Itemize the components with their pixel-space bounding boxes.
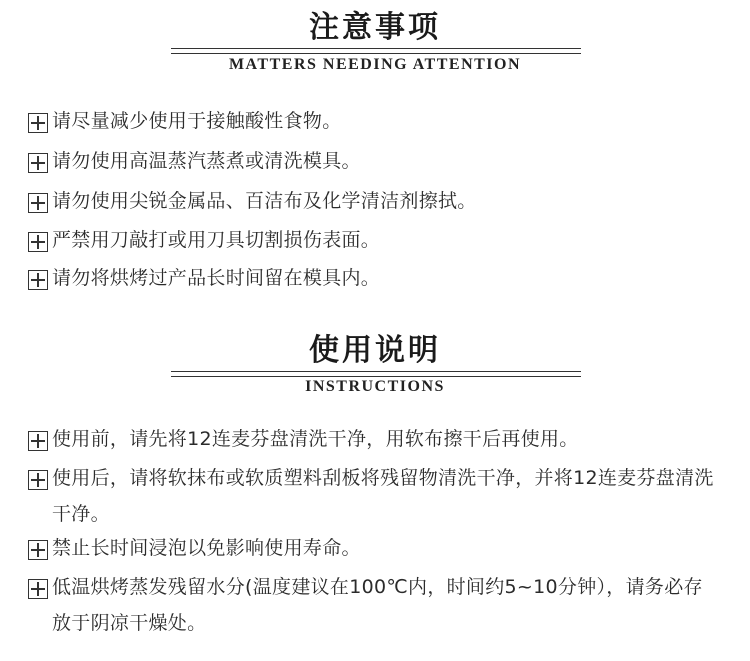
- notice-item-text: 请尽量减少使用于接触酸性食物。: [52, 110, 342, 132]
- notice-item-text: 严禁用刀敲打或用刀具切割损伤表面。: [52, 229, 381, 251]
- notice-item: [28, 150, 718, 179]
- instruction-item: [28, 576, 718, 641]
- box-plus-icon: [28, 579, 48, 599]
- box-plus-icon: [28, 153, 48, 173]
- notice-item: [28, 229, 718, 258]
- instruction-item: [28, 428, 718, 457]
- notice-item: [28, 110, 718, 139]
- instruction-item: [28, 467, 718, 532]
- box-plus-icon: [28, 232, 48, 252]
- box-plus-icon: [28, 431, 48, 451]
- notice-item-text: 请勿使用尖锐金属品、百洁布及化学清洁剂擦拭。: [52, 190, 477, 212]
- instruction-item: [28, 537, 718, 566]
- box-plus-icon: [28, 193, 48, 213]
- notice-item: [28, 267, 718, 296]
- box-plus-icon: [28, 113, 48, 133]
- instructions-title: 使用说明: [309, 333, 441, 368]
- instructions-subtitle: INSTRUCTIONS: [305, 378, 445, 395]
- notice-title: 注意事项: [309, 10, 441, 45]
- notice-item-text: 请勿使用高温蒸汽蒸煮或清洗模具。: [52, 150, 361, 172]
- notice-item-text: 请勿将烘烤过产品长时间留在模具内。: [52, 267, 381, 289]
- notice-item: [28, 190, 718, 219]
- box-plus-icon: [28, 470, 48, 490]
- notice-divider: [171, 48, 581, 54]
- instruction-item-text: 使用后，请将软抹布或软质塑料刮板将残留物清洗干净，并将12连麦芬盘清洗干净。: [52, 467, 714, 525]
- instruction-item-text: 低温烘烤蒸发残留水分(温度建议在100℃内，时间约5~10分钟），请务必存放于阴凉干燥处。: [52, 576, 703, 634]
- box-plus-icon: [28, 540, 48, 560]
- instruction-item-text: 禁止长时间浸泡以免影响使用寿命。: [52, 537, 361, 559]
- notice-subtitle: MATTERS NEEDING ATTENTION: [228, 56, 522, 73]
- box-plus-icon: [28, 270, 48, 290]
- instruction-item-text: 使用前，请先将12连麦芬盘清洗干净，用软布擦干后再使用。: [52, 428, 579, 450]
